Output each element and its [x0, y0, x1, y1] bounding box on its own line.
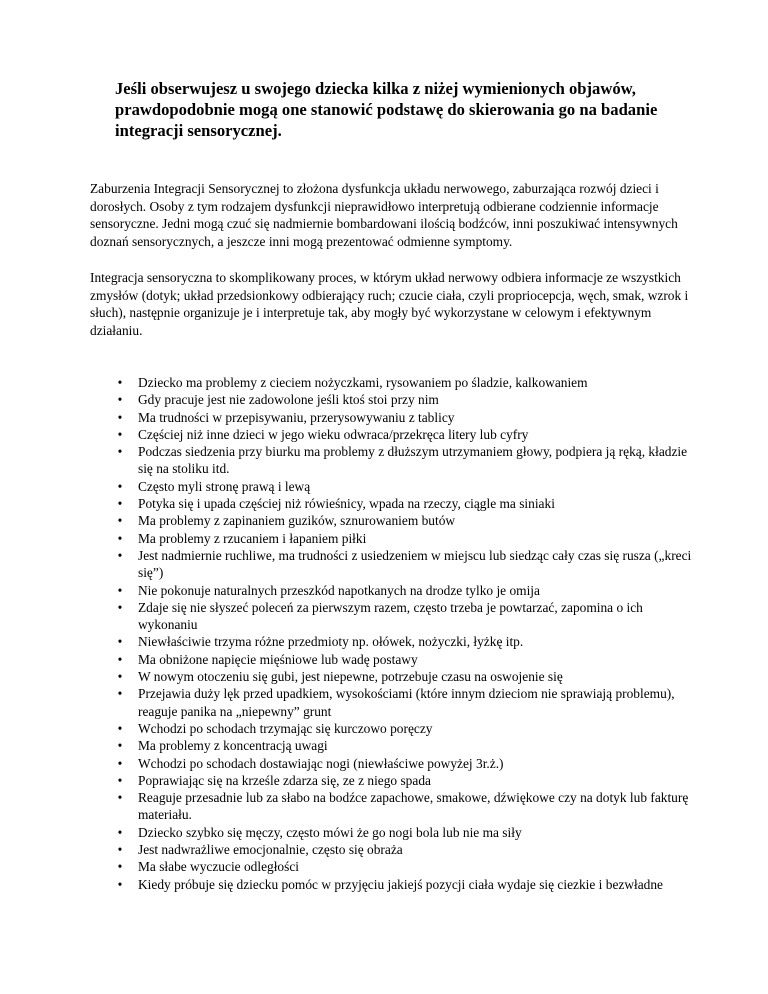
list-item [90, 755, 700, 772]
list-item [90, 547, 700, 582]
bullet-icon: • [117, 375, 123, 390]
list-item [90, 443, 700, 478]
list-item [90, 720, 700, 737]
list-item [90, 391, 700, 408]
list-item-text: Nie pokonuje naturalnych przeszkód napotkanych na drodze tylko je omija [138, 582, 540, 598]
bullet-icon: • [117, 790, 123, 806]
bullet-icon: • [117, 755, 123, 771]
list-item-text: Dziecko ma problemy z cieciem nożyczkami, rysowaniem po śladzie, kalkowaniem [138, 375, 588, 390]
list-item-text: Potyka się i upada częściej niż rówieśnicy, wpada na rzeczy, ciągle ma siniaki [138, 496, 555, 512]
list-item-text: Poprawiając się na krześle zdarza się, ze z niego spada [138, 772, 431, 788]
bullet-icon: • [117, 738, 123, 754]
intro-paragraph-integration: Integracja sensoryczna to skomplikowany proces, w którym układ nerwowy odbiera informacje ze wszystkich zmysłów (dotyk; układ przedsionkowy odbierający ruch; czucie ciała, czyli propriocepcja, węch, smak, wzrok i słuch), następnie organizuje je i interpretuje tak, aby mogły być wykorzystane w celowym i efektywnym działaniu. [90, 270, 689, 338]
list-item [90, 858, 700, 875]
list-item-text: Kiedy próbuje się dziecku pomóc w przyjęciu jakiejś pozycji ciała wydaje się ciezkie i bezwładne [138, 876, 664, 892]
bullet-icon: • [117, 599, 123, 615]
list-item-text: Przejawia duży lęk przed upadkiem, wysokościami (które innym dzieciom nie sprawiają problemu), reaguje panika na „niepewny” grunt [138, 686, 675, 719]
list-item-text: W nowym otoczeniu się gubi, jest niepewne, potrzebuje czasu na oswojenie się [138, 669, 563, 685]
list-item [90, 841, 700, 858]
bullet-icon: • [117, 582, 123, 598]
list-item-text: Ma słabe wyczucie odległości [138, 859, 300, 875]
bullet-icon: • [117, 409, 123, 425]
bullet-icon: • [117, 842, 123, 858]
list-item [90, 737, 700, 754]
list-item-text: Często myli stronę prawą i lewą [138, 478, 311, 494]
list-item [90, 582, 700, 599]
bullet-icon: • [117, 720, 123, 736]
list-item-text: Reaguje przesadnie lub za słabo na bodźce zapachowe, smakowe, dźwiękowe czy na dotyk lub fakturę materiału. [138, 790, 689, 823]
list-item-text: Wchodzi po schodach trzymając się kurczowo poręczy [138, 720, 433, 736]
list-item-text: Ma problemy z koncentracją uwagi [138, 738, 328, 754]
bullet-icon: • [117, 496, 123, 512]
bullet-icon: • [117, 513, 123, 529]
document-heading: Jeśli obserwujesz u swojego dziecka kilka z niżej wymienionych objawów, prawdopodobnie mogą one stanowić podstawę do skierowania go na badanie integracji sensorycznej. [115, 79, 658, 140]
list-item-text: Wchodzi po schodach dostawiając nogi (niewłaściwe powyżej 3r.ż.) [138, 755, 504, 771]
list-item [90, 374, 700, 391]
intro-paragraph-disorder: Zaburzenia Integracji Sensorycznej to złożona dysfunkcja układu nerwowego, zaburzająca rozwój dzieci i dorosłych. Osoby z tym rodzajem dysfunkcji nieprawidłowo interpretują odbierane codziennie informacje sensoryczne. Jedni mogą czuć się nadmiernie bombardowani ilością bodźców, inni poszukiwać intensywnych doznań sensorycznych, a jeszcze inni mogą prezentować odmienne symptomy. [90, 181, 678, 249]
list-item-text: Niewłaściwie trzyma różne przedmioty np. ołówek, nożyczki, łyżkę itp. [138, 634, 524, 650]
bullet-icon: • [117, 876, 123, 892]
list-item [90, 789, 700, 824]
bullet-icon: • [117, 651, 123, 667]
list-item [90, 651, 700, 668]
list-item [90, 495, 700, 512]
bullet-icon: • [117, 669, 123, 685]
list-item [90, 530, 700, 547]
list-item-text: Jest nadwrażliwe emocjonalnie, często się obraża [138, 842, 403, 858]
list-item-text: Częściej niż inne dzieci w jego wieku odwraca/przekręca litery lub cyfry [138, 426, 529, 442]
list-item-text: Ma problemy z zapinaniem guzików, sznurowaniem butów [138, 513, 456, 529]
list-item [90, 426, 700, 443]
bullet-icon: • [117, 859, 123, 875]
symptoms-list [90, 374, 700, 893]
list-item-text: Ma obniżone napięcie mięśniowe lub wadę postawy [138, 651, 418, 667]
bullet-icon: • [117, 634, 123, 650]
bullet-icon: • [117, 772, 123, 788]
list-item-text: Ma problemy z rzucaniem i łapaniem piłki [138, 530, 367, 546]
list-item-text: Dziecko szybko się męczy, często mówi że go nogi bola lub nie ma siły [138, 824, 522, 840]
list-item [90, 599, 700, 634]
bullet-icon: • [117, 392, 123, 408]
list-item [90, 772, 700, 789]
list-item [90, 478, 700, 495]
list-item-text: Ma trudności w przepisywaniu, przerysowywaniu z tablicy [138, 409, 455, 425]
bullet-icon: • [117, 824, 123, 840]
list-item [90, 876, 700, 893]
bullet-icon: • [117, 426, 123, 442]
list-item-text: Gdy pracuje jest nie zadowolone jeśli ktoś stoi przy nim [138, 392, 439, 408]
list-item-text: Podczas siedzenia przy biurku ma problemy z dłuższym utrzymaniem głowy, podpiera ją ręką, kładzie się na stoliku itd. [138, 444, 688, 477]
list-item-text: Jest nadmiernie ruchliwe, ma trudności z usiedzeniem w miejscu lub siedząc cały czas się rusza („kreci się”) [138, 547, 692, 581]
bullet-icon: • [117, 547, 123, 563]
list-item [90, 824, 700, 841]
list-item [90, 668, 700, 685]
list-item [90, 633, 700, 650]
bullet-icon: • [117, 530, 123, 546]
bullet-icon: • [117, 478, 123, 494]
bullet-icon: • [117, 444, 123, 460]
list-item [90, 512, 700, 529]
bullet-icon: • [117, 686, 123, 702]
list-item [90, 409, 700, 426]
list-item-text: Zdaje się nie słyszeć poleceń za pierwszym razem, często trzeba je powtarzać, zapomina o ich wykonaniu [138, 599, 643, 633]
list-item [90, 685, 700, 720]
